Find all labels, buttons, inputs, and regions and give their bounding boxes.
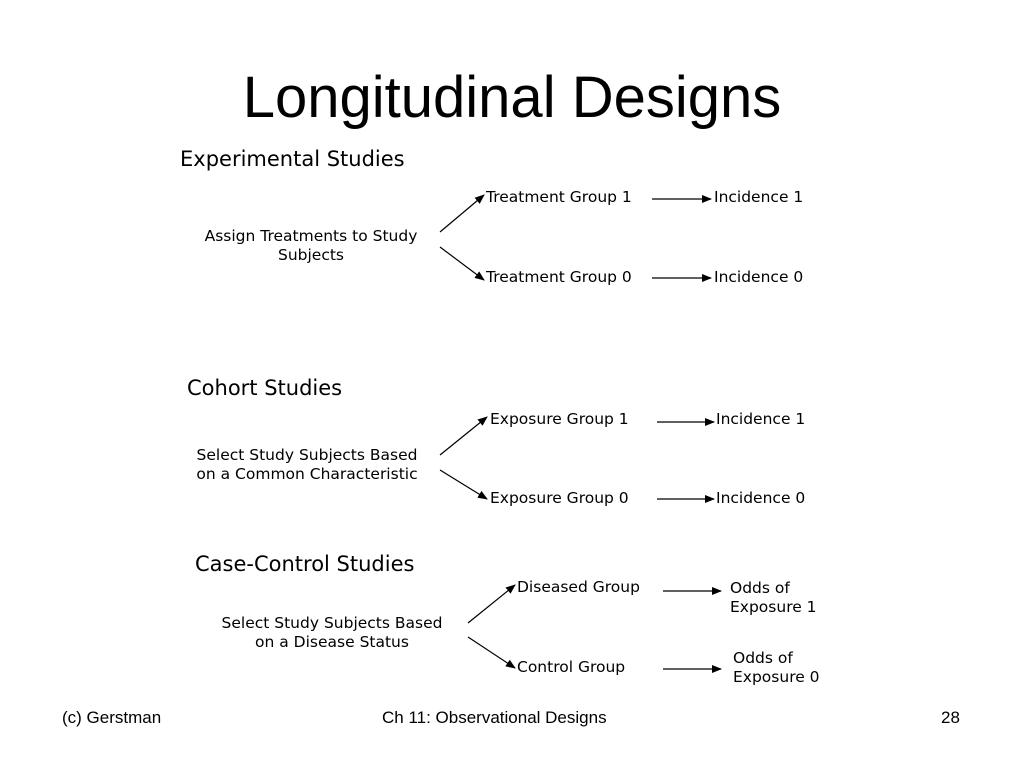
odds-exposure-0-line2: Exposure 0 (733, 668, 820, 686)
casecontrol-source-line1: Select Study Subjects Based (221, 614, 443, 632)
odds-exposure-1-line2: Exposure 1 (730, 598, 817, 616)
arrow-cohort-to-exposure0 (440, 470, 487, 499)
exposure-group-0-node: Exposure Group 0 (490, 489, 629, 507)
case-control-studies-heading: Case-Control Studies (195, 552, 415, 576)
incidence-0-node: Incidence 0 (714, 268, 804, 286)
treatment-group-1-node: Treatment Group 1 (486, 188, 632, 206)
arrow-experimental-to-group1 (440, 195, 484, 232)
cohort-incidence-0-node: Incidence 0 (716, 489, 806, 507)
control-group-node: Control Group (517, 658, 626, 676)
experimental-source-line1: Assign Treatments to Study (204, 227, 418, 245)
experimental-source-line2: Subjects (277, 246, 345, 264)
cohort-source-line1: Select Study Subjects Based (196, 446, 418, 464)
odds-exposure-1-node (730, 579, 817, 617)
footer-page-number: 28 (941, 708, 960, 727)
casecontrol-source-node (200, 614, 464, 652)
diseased-group-node: Diseased Group (517, 578, 640, 596)
odds-exposure-1-line1: Odds of (730, 579, 790, 597)
slide-title: Longitudinal Designs (242, 65, 782, 130)
cohort-source-node (176, 446, 438, 484)
exposure-group-1-node: Exposure Group 1 (490, 410, 629, 428)
cohort-studies-heading: Cohort Studies (187, 376, 343, 400)
odds-exposure-0-line1: Odds of (733, 649, 793, 667)
experimental-source-node (186, 227, 436, 265)
casecontrol-source-line2: on a Disease Status (255, 633, 409, 651)
cohort-source-line2: on a Common Characteristic (196, 465, 418, 483)
odds-exposure-0-node (733, 649, 820, 687)
treatment-group-0-node: Treatment Group 0 (486, 268, 632, 286)
footer-author: (c) Gerstman (62, 708, 162, 727)
arrow-cohort-to-exposure1 (440, 417, 487, 455)
arrow-casecontrol-to-control (468, 637, 515, 668)
incidence-1-node: Incidence 1 (714, 188, 804, 206)
arrow-casecontrol-to-diseased (468, 585, 515, 623)
footer-chapter: Ch 11: Observational Designs (382, 708, 607, 727)
arrow-experimental-to-group0 (440, 247, 484, 280)
cohort-incidence-1-node: Incidence 1 (716, 410, 806, 428)
experimental-studies-heading: Experimental Studies (180, 147, 405, 171)
